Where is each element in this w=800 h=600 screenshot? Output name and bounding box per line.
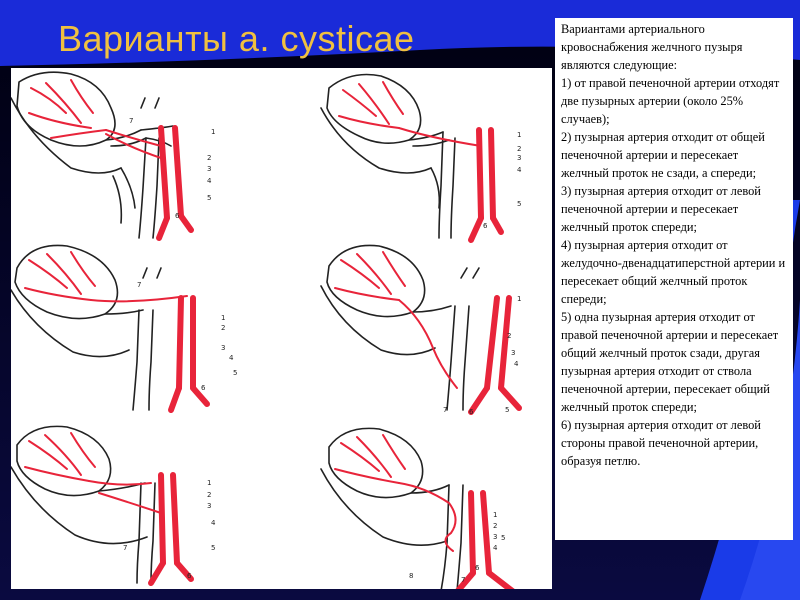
label-p3-6: 6	[201, 384, 206, 392]
variant-4-arteries	[335, 252, 522, 412]
label-p1-5: 5	[207, 194, 212, 202]
anatomy-illustrations	[11, 68, 552, 589]
variant-1-diagram	[11, 72, 173, 238]
label-p4-2: 2	[507, 332, 512, 340]
label-p2-5: 5	[517, 200, 522, 208]
variant-item-4: 4) пузырная артерия отходит от желудочно-двенадцатиперстной артерии и пересекает общий желчный проток спереди;	[561, 238, 786, 306]
variant-item-2: 2) пузырная артерия отходит от общей печеночной артерии и пересекает желчный проток не сзади, а спереди;	[561, 130, 765, 180]
description-panel	[555, 18, 793, 540]
label-p4-5: 5	[505, 406, 510, 414]
label-p3-5: 5	[233, 369, 238, 377]
variant-3-diagram	[11, 245, 161, 410]
label-p6-1: 1	[493, 511, 498, 519]
anatomy-figure	[11, 68, 552, 589]
label-p3-7: 7	[137, 281, 142, 289]
label-p4-4: 4	[514, 360, 519, 368]
label-p5-6: 6	[187, 572, 192, 580]
label-p4-3: 3	[511, 349, 516, 357]
variant-item-3: 3) пузырная артерия отходит от левой печеночной артерии и пересекает желчный проток спереди;	[561, 184, 761, 234]
label-p5-5: 5	[211, 544, 216, 552]
label-p2-4: 4	[517, 166, 522, 174]
variant-6-arteries	[335, 435, 515, 589]
label-p2-3: 3	[517, 154, 522, 162]
slide-title: Варианты a. cysticae	[58, 18, 415, 59]
label-p4-6: 6	[469, 408, 474, 416]
label-p2-1: 1	[517, 131, 522, 139]
label-p3-3: 3	[221, 344, 226, 352]
label-p1-1: 1	[211, 128, 216, 136]
label-p3-4: 4	[229, 354, 234, 362]
label-p2-2: 2	[517, 145, 522, 153]
label-p1-7: 7	[129, 117, 134, 125]
label-p5-3: 3	[207, 502, 212, 510]
label-p4-1: 1	[517, 295, 522, 303]
variant-item-5: 5) одна пузырная артерия отходит от правой печеночной артерии и пересекает общий желчный проток сзади, другая пузырная артерия отходит от ствола печеночной артерии, пересекает общий желчный проток спереди;	[561, 310, 779, 414]
label-p1-3: 3	[207, 165, 212, 173]
variant-2-arteries	[339, 82, 501, 240]
variant-6-diagram	[321, 428, 466, 589]
description-intro: Вариантами артериального кровоснабжения желчного пузыря являются следующие:	[561, 22, 743, 72]
variant-item-6: 6) пузырная артерия отходит от левой стороны правой печеночной артерии, образуя петлю.	[561, 418, 761, 468]
label-p6-2: 2	[493, 522, 498, 530]
variant-item-1: 1) от правой печеночной артерии отходят две пузырных артерии (около 25% случаев);	[561, 76, 780, 126]
label-p5-2: 2	[207, 491, 212, 499]
label-p6-5: 5	[501, 534, 506, 542]
label-p5-1: 1	[207, 479, 212, 487]
label-p6-6: 6	[475, 564, 480, 572]
label-p6-4: 4	[493, 544, 498, 552]
label-p6-7: 7	[461, 576, 466, 584]
label-p3-2: 2	[221, 324, 226, 332]
label-p2-6: 6	[483, 222, 488, 230]
label-p4-7: 7	[443, 406, 448, 414]
label-p1-6: 6	[175, 212, 180, 220]
variant-2-diagram	[321, 75, 455, 239]
variant-3-arteries	[25, 252, 207, 410]
label-p5-7: 7	[123, 544, 128, 552]
label-p5-4: 4	[211, 519, 216, 527]
label-p1-4: 4	[207, 177, 212, 185]
label-p1-2: 2	[207, 154, 212, 162]
label-p6-8: 8	[409, 572, 414, 580]
label-p6-3: 3	[493, 533, 498, 541]
label-p3-1: 1	[221, 314, 226, 322]
